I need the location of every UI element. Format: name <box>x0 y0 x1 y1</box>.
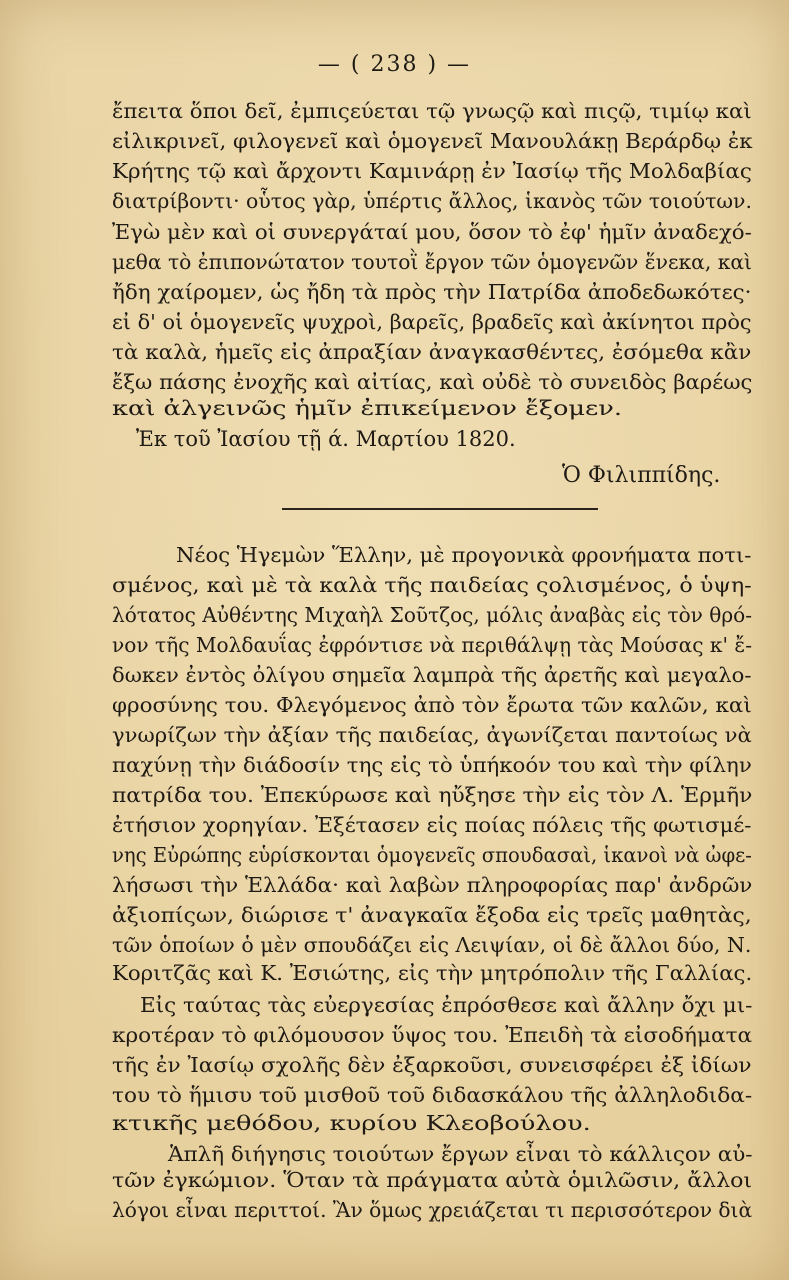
article-line: Εἰς ταύτας τὰς εὐεργεσίας ἐπρόσθεσε καὶ ἄλλην ὄχι μι- <box>140 993 753 1017</box>
letter-line: εἰλικρινεῖ, φιλογενεῖ καὶ ὁμογενεῖ Μανουλάκῃ Βεράρδῳ ἐκ <box>112 129 753 153</box>
letter-line: καὶ ἀλγεινῶς ἡμῖν ἐπικείμενον ἔξομεν. <box>112 396 623 420</box>
article-line: λόγοι εἶναι περιττοί. Ἂν ὅμως χρειάζεται τι περισσότερον διὰ <box>112 1198 753 1222</box>
article-line: κροτέραν τὸ φιλόμουσον ὕψος του. Ἐπειδὴ τὰ εἰσοδήματα <box>112 1023 753 1047</box>
page-number-header: — ( 238 ) — <box>317 52 472 77</box>
article-line: σμένος, καὶ μὲ τὰ καλὰ τῆς παιδείας ςολισμένος, ὁ ὑψη- <box>112 573 752 597</box>
article-line: τῶν ὁποίων ὁ μὲν σπουδάζει εἰς Λειψίαν, οἱ δὲ ἄλλοι δύο, Ν. <box>112 933 752 957</box>
article-line: τῆς ἐν Ἰασίῳ σχολῆς δὲν ἐξαρκοῦσι, συνεισφέρει ἐξ ἰδίων <box>112 1053 752 1077</box>
letter-dateline: Ἐκ τοῦ Ἰασίου τῇ ά. Μαρτίου 1820. <box>136 427 516 451</box>
letter-line: Κρήτης τῷ καὶ ἄρχοντι Καμινάρῃ ἐν Ἰασίῳ τῆς Μολδαβίας <box>112 159 752 183</box>
letter-line: μεθα τὸ ἐπιπονώτατον τουτοῒ ἔργον τῶν ὁμογενῶν ἕνεκα, καὶ <box>112 250 752 274</box>
article-line: παχύνῃ τὴν διάδοσίν της εἰς τὸ ὑπήκοόν του καὶ τὴν φίλην <box>112 753 752 777</box>
article-line: λήσωσι τὴν Ἑλλάδα· καὶ λαβὼν πληροφορίας παρ' ἀνδρῶν <box>112 873 753 897</box>
section-divider <box>282 508 598 510</box>
article-line: νης Εὐρώπης εὑρίσκονται ὁμογενεῖς σπουδασαὶ, ἱκανοὶ νὰ ὠφε- <box>112 843 752 867</box>
letter-line: ἔπειτα ὅποι δεῖ, ἐμπιςεύεται τῷ γνωςῷ καὶ πιςῷ, τιμίῳ καὶ <box>112 99 752 123</box>
letter-line: Ἐγὼ μὲν καὶ οἱ συνεργάταί μου, ὅσον τὸ ἐφ' ἡμῖν ἀναδεχό- <box>112 220 752 244</box>
article-line: του τὸ ἥμισυ τοῦ μισθοῦ τοῦ διδασκάλου τῆς ἀλληλοδιδα- <box>112 1083 753 1107</box>
article-line: Ἁπλῆ διήγησις τοιούτων ἔργων εἶναι τὸ κάλλιςον αὐ- <box>168 1142 753 1166</box>
article-line: λότατος Αὐθέντης Μιχαὴλ Σοῦτζος, μόλις ἀναβὰς εἰς τὸν θρό- <box>112 603 752 627</box>
article-line: δωκεν ἐντὸς ὀλίγου σημεῖα λαμπρὰ τῆς ἀρετῆς καὶ μεγαλο- <box>112 663 752 687</box>
article-line: ἀξιοπίςων, διώρισε τ' ἀναγκαῖα ἔξοδα εἰς τρεῖς μαθητὰς, <box>112 903 752 927</box>
article-line: πατρίδα του. Ἐπεκύρωσε καὶ ηὔξησε τὴν εἰς τὸν Λ. Ἑρμῆν <box>112 783 753 807</box>
letter-line: ἔξω πάσης ἐνοχῆς καὶ αἰτίας, καὶ οὐδὲ τὸ συνειδὸς βαρέως <box>112 370 753 394</box>
article-line: ἐτήσιον χορηγίαν. Ἐξέτασεν εἰς ποίας πόλεις τῆς φωτισμέ- <box>112 813 752 837</box>
article-line: φροσύνης του. Φλεγόμενος ἀπὸ τὸν ἔρωτα τῶν καλῶν, καὶ <box>112 693 752 717</box>
letter-line: τὰ καλὰ, ἡμεῖς εἰς ἀπραξίαν ἀναγκασθέντες, ἐσόμεθα κἂν <box>112 340 752 364</box>
letter-signature: Ὁ Φιλιππίδης. <box>562 463 721 488</box>
article-line: Κοριτζᾶς καὶ Κ. Ἐσιώτης, εἰς τὴν μητρόπολιν τῆς Γαλλίας. <box>112 961 753 985</box>
article-line: νον τῆς Μολδαυΐας ἐφρόντισε νὰ περιθάλψῃ τὰς Μούσας κ' ἔ- <box>112 633 753 657</box>
letter-line: ἤδη χαίρομεν, ὡς ἤδη τὰ πρὸς τὴν Πατρίδα ἀποδεδωκότες· <box>112 280 752 304</box>
letter-line: εἰ δ' οἱ ὁμογενεῖς ψυχροὶ, βαρεῖς, βραδεῖς καὶ ἀκίνητοι πρὸς <box>112 310 752 334</box>
letter-line: διατρίβοντι· οὗτος γὰρ, ὑπέρτις ἄλλος, ἱκανὸς τῶν τοιούτων. <box>112 189 752 213</box>
article-line: Νέος Ἡγεμὼν Ἕλλην, μὲ προγονικὰ φρονήματα ποτι- <box>176 543 752 567</box>
article-line: κτικῆς μεθόδου, κυρίου Κλεοβούλου. <box>112 1111 591 1135</box>
article-line: γνωρίζων τὴν ἀξίαν τῆς παιδείας, ἀγωνίζεται παντοίως νὰ <box>112 723 752 747</box>
article-line: τῶν ἐγκώμιον. Ὅταν τὰ πράγματα αὐτὰ ὁμιλῶσιν, ἄλλοι <box>112 1168 753 1192</box>
